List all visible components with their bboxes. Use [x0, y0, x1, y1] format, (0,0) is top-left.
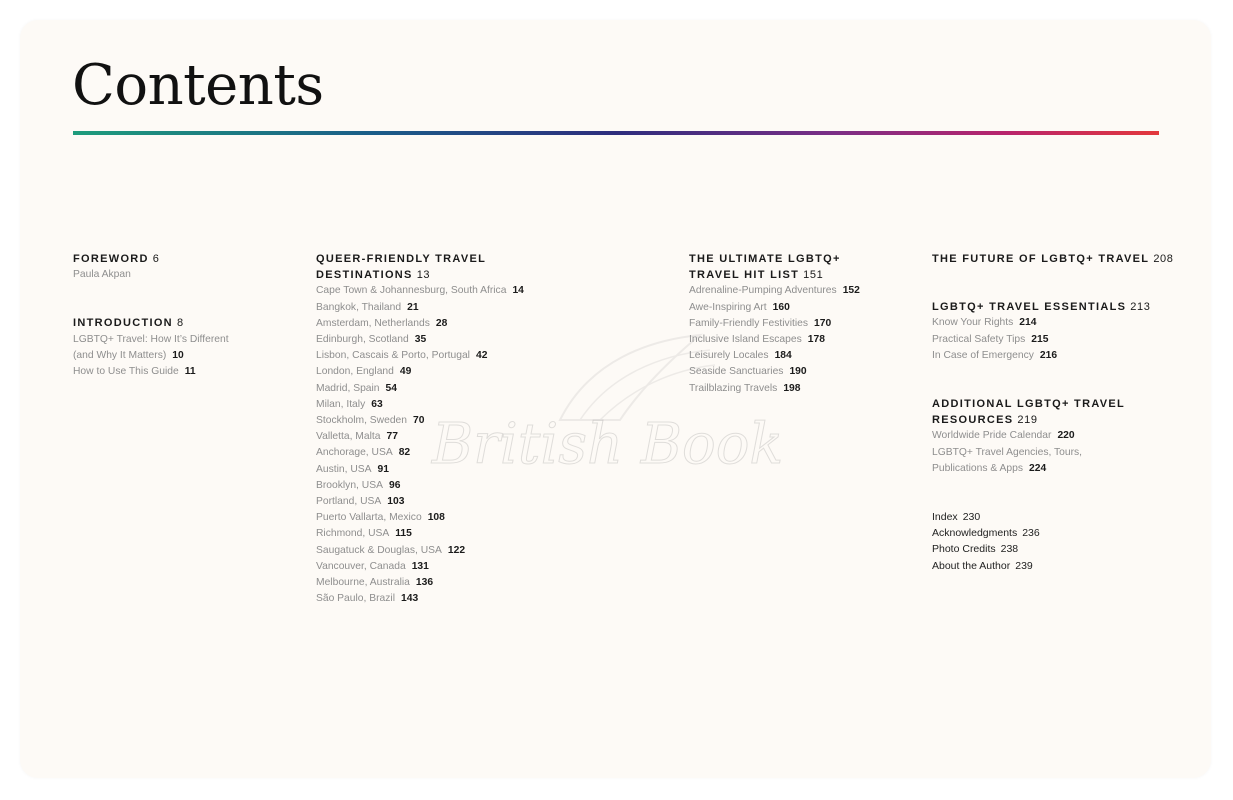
toc-entry[interactable]: In Case of Emergency 216 — [932, 349, 1058, 361]
page-number: 11 — [184, 366, 196, 378]
page-number: 96 — [388, 479, 401, 491]
page-number: 21 — [407, 301, 419, 313]
toc-entry-photo-credits[interactable]: Photo Credits 238 — [932, 543, 1019, 556]
toc-entry[interactable]: Worldwide Pride Calendar 220 — [932, 430, 1075, 442]
page-number: 178 — [807, 334, 825, 346]
section-heading: QUEER-FRIENDLY TRAVEL DESTINATIONS 13 — [316, 253, 487, 282]
toc-column-1 — [73, 251, 293, 380]
toc-entry[interactable]: Paula Akpan — [73, 269, 131, 281]
page-number: 70 — [413, 415, 425, 427]
page-number: 115 — [395, 528, 412, 540]
page-number: 220 — [1057, 430, 1075, 442]
toc-entry[interactable]: Know Your Rights 214 — [932, 317, 1037, 329]
toc-entry-index[interactable]: Index 230 — [932, 511, 981, 524]
toc-entry[interactable]: Brooklyn, USA 96 — [316, 479, 401, 491]
page-number: 108 — [427, 512, 445, 524]
page-number: 238 — [1000, 543, 1019, 556]
toc-entry[interactable]: Trailblazing Travels 198 — [689, 382, 801, 394]
page-number: 131 — [411, 560, 429, 572]
section-heading: FOREWORD 6 — [73, 253, 160, 265]
toc-entry[interactable]: Valletta, Malta 77 — [316, 431, 398, 443]
toc-column-4 — [932, 251, 1192, 574]
section-heading: LGBTQ+ TRAVEL ESSENTIALS 213 — [932, 301, 1151, 314]
toc-entry[interactable]: How to Use This Guide 11 — [73, 366, 196, 378]
page-number: 230 — [962, 511, 981, 524]
contents-page — [20, 20, 1211, 778]
page-title: Contents — [72, 53, 324, 118]
page-number: 103 — [387, 496, 405, 508]
section-introduction[interactable] — [73, 315, 293, 380]
page-number: 143 — [401, 593, 419, 605]
toc-entry[interactable]: Saugatuck & Douglas, USA 122 — [316, 544, 466, 556]
toc-entry[interactable]: Awe-Inspiring Art 160 — [689, 301, 790, 313]
toc-entry[interactable]: São Paulo, Brazil 143 — [316, 593, 419, 605]
page-number: 77 — [386, 431, 398, 443]
section-destinations[interactable] — [316, 251, 666, 607]
toc-entry[interactable]: Edinburgh, Scotland 35 — [316, 334, 427, 346]
toc-entry[interactable]: Practical Safety Tips 215 — [932, 333, 1049, 345]
toc-entry[interactable]: Melbourne, Australia 136 — [316, 577, 434, 589]
page-number: 82 — [398, 447, 411, 459]
page-number: 215 — [1031, 333, 1049, 345]
toc-entry[interactable]: Family-Friendly Festivities 170 — [689, 317, 832, 329]
page-number: 35 — [414, 334, 427, 346]
page-number: 136 — [415, 577, 434, 589]
page-number: 190 — [789, 366, 807, 378]
toc-entry-acknowledgments[interactable]: Acknowledgments 236 — [932, 527, 1040, 540]
page-number: 6 — [152, 253, 160, 265]
section-heading: THE ULTIMATE LGBTQ+ TRAVEL HIT LIST 151 — [689, 253, 841, 282]
page-number: 216 — [1039, 349, 1058, 361]
page-number: 28 — [435, 317, 448, 329]
section-heading: THE FUTURE OF LGBTQ+ TRAVEL 208 — [932, 253, 1174, 265]
gradient-rule — [73, 131, 1159, 135]
toc-entry[interactable]: Leisurely Locales 184 — [689, 350, 792, 362]
section-future[interactable] — [932, 251, 1192, 267]
page-number: 208 — [1153, 253, 1174, 265]
toc-entry[interactable]: Vancouver, Canada 131 — [316, 560, 429, 572]
toc-column-3 — [689, 251, 919, 397]
toc-entry[interactable]: Seaside Sanctuaries 190 — [689, 366, 807, 378]
toc-entry[interactable]: Anchorage, USA 82 — [316, 447, 411, 459]
page-number: 152 — [842, 285, 860, 297]
toc-entry[interactable]: Lisbon, Cascais & Porto, Portugal 42 — [316, 350, 488, 362]
toc-entry[interactable]: Puerto Vallarta, Mexico 108 — [316, 512, 445, 524]
page-number: 63 — [371, 398, 383, 410]
page-number: 214 — [1019, 317, 1037, 329]
page-number: 54 — [385, 382, 397, 394]
toc-entry[interactable]: Portland, USA 103 — [316, 496, 405, 508]
page-number: 122 — [447, 544, 466, 556]
toc-entry[interactable]: Bangkok, Thailand 21 — [316, 301, 419, 313]
section-back-matter — [932, 509, 1192, 574]
toc-entry[interactable]: Adrenaline-Pumping Adventures 152 — [689, 285, 860, 297]
page-number: 13 — [416, 269, 431, 282]
toc-entry[interactable]: Madrid, Spain 54 — [316, 382, 397, 394]
toc-entry[interactable]: LGBTQ+ Travel: How It’s Different (and Why It Matters) 10 — [73, 333, 229, 361]
page-number: 10 — [172, 349, 184, 361]
page-number: 198 — [783, 382, 801, 394]
section-heading: INTRODUCTION 8 — [73, 317, 184, 330]
toc-entry[interactable]: Amsterdam, Netherlands 28 — [316, 317, 448, 329]
watermark-text: British Book — [432, 412, 784, 477]
toc-entry[interactable]: London, England 49 — [316, 366, 412, 378]
page-number: 160 — [772, 301, 790, 313]
toc-entry[interactable]: Richmond, USA 115 — [316, 528, 412, 540]
page-number: 49 — [399, 366, 412, 378]
toc-entry[interactable]: Milan, Italy 63 — [316, 398, 383, 410]
toc-entry[interactable]: Inclusive Island Escapes 178 — [689, 334, 825, 346]
page-number: 91 — [377, 463, 389, 475]
section-foreword[interactable] — [73, 251, 293, 283]
toc-entry-about-author[interactable]: About the Author 239 — [932, 559, 1033, 572]
page-number: 219 — [1017, 414, 1038, 427]
page-number: 8 — [176, 317, 184, 330]
section-hit-list[interactable] — [689, 251, 919, 397]
page-number: 184 — [774, 350, 792, 362]
toc-entry[interactable]: LGBTQ+ Travel Agencies, Tours, Publications & Apps 224 — [932, 446, 1083, 474]
page-number: 151 — [803, 269, 824, 282]
page-number: 224 — [1029, 462, 1047, 474]
toc-column-2 — [316, 251, 666, 607]
section-heading: ADDITIONAL LGBTQ+ TRAVEL RESOURCES 219 — [932, 398, 1126, 427]
toc-entry[interactable]: Stockholm, Sweden 70 — [316, 415, 425, 427]
page-number: 170 — [814, 317, 832, 329]
section-essentials[interactable] — [932, 299, 1192, 364]
toc-entry[interactable]: Cape Town & Johannesburg, South Africa 14 — [316, 285, 524, 297]
section-resources[interactable] — [932, 396, 1192, 477]
page-number: 14 — [512, 285, 524, 297]
page-number: 42 — [475, 350, 488, 362]
page-number: 236 — [1022, 527, 1040, 540]
page-number: 213 — [1130, 301, 1151, 314]
toc-entry[interactable]: Austin, USA 91 — [316, 463, 389, 475]
page-number: 239 — [1015, 559, 1033, 572]
